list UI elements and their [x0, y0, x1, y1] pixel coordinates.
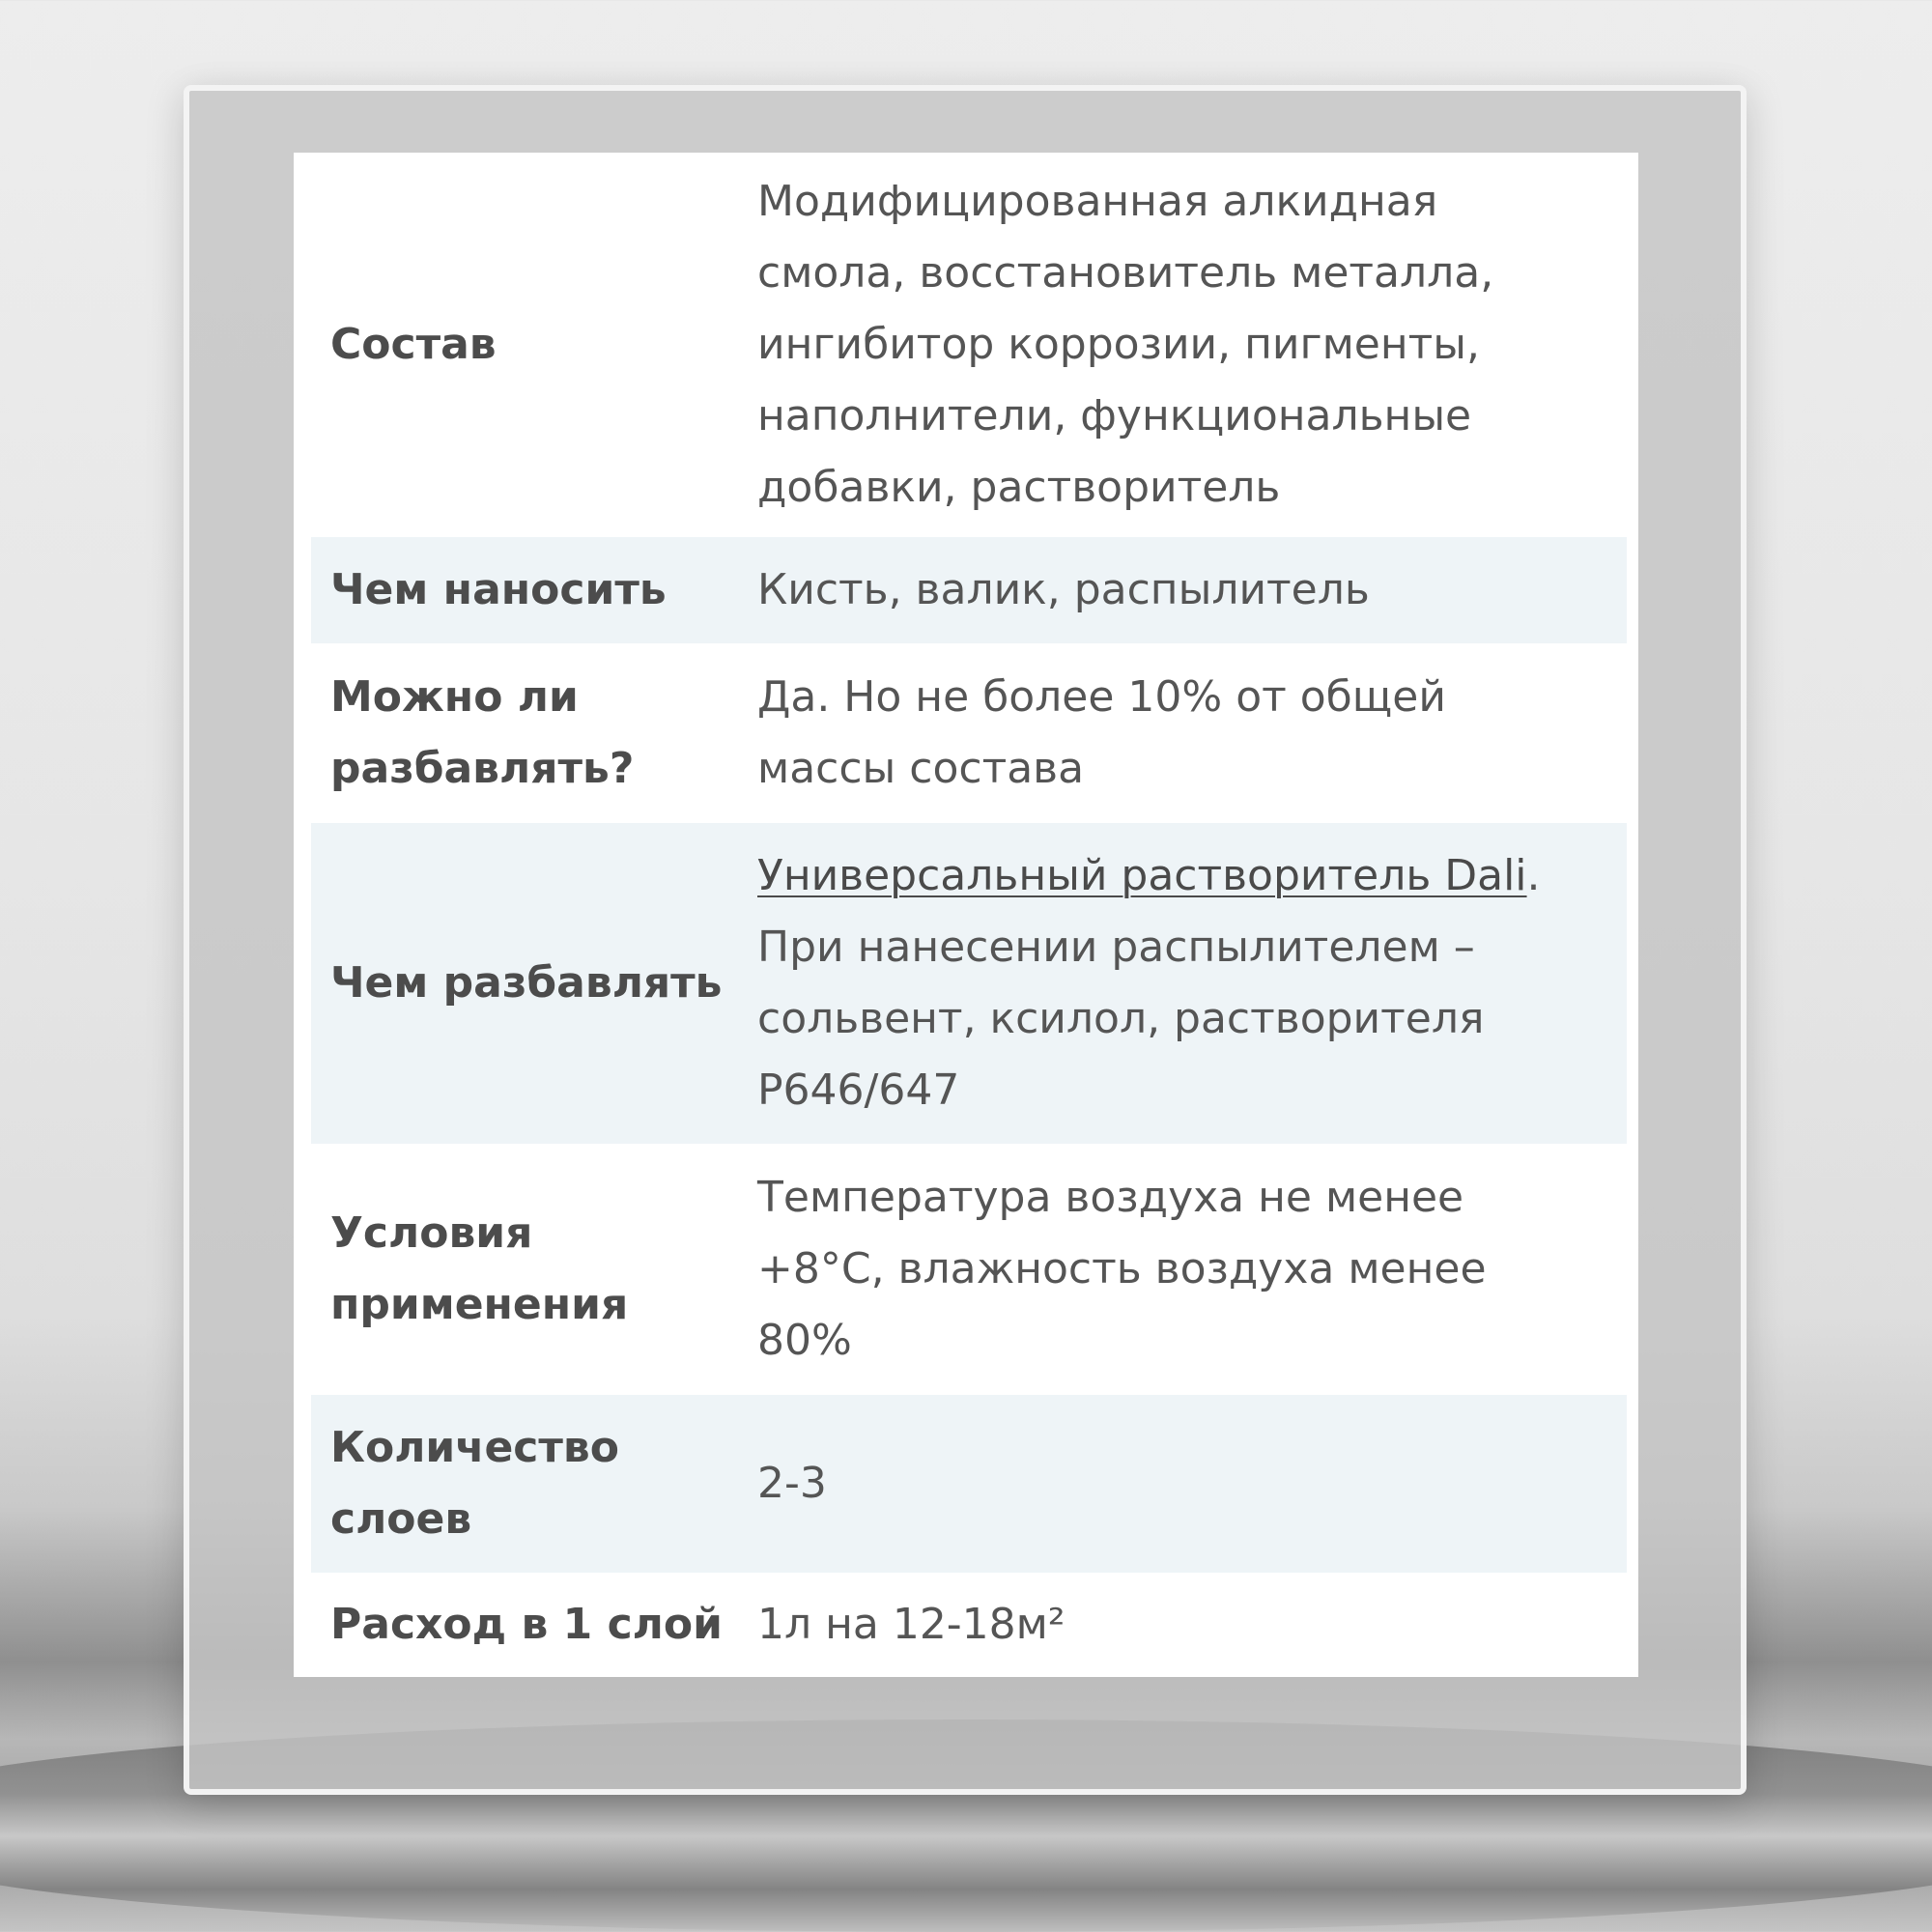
- table-row-composition: [311, 153, 1627, 537]
- row-value: Универсальный растворитель Dali. При нанесении распылителем – сольвент, ксилол, растворителя Р646/647: [757, 851, 1541, 1115]
- row-value: Температура воздуха не менее +8°C, влажность воздуха менее 80%: [757, 1173, 1487, 1365]
- row-label: Количество слоев: [330, 1423, 619, 1544]
- table-row-dilution-allowed: [311, 643, 1627, 823]
- row-value: 1л на 12-18м²: [757, 1600, 1065, 1649]
- table-row-application-tool: [311, 537, 1627, 643]
- row-value: Модифицированная алкидная смола, восстановитель металла, ингибитор коррозии, пигменты, наполнители, функциональные добавки, растворитель: [757, 177, 1494, 512]
- properties-table: [294, 153, 1638, 1677]
- row-label: Состав: [330, 320, 497, 369]
- table-row-consumption: [311, 1573, 1627, 1677]
- row-label: Чем наносить: [330, 565, 667, 614]
- row-label: Расход в 1 слой: [330, 1600, 723, 1649]
- row-label: Чем разбавлять: [330, 958, 723, 1008]
- table-row-diluent: [311, 823, 1627, 1144]
- table-row-layers: [311, 1395, 1627, 1573]
- row-value: Кисть, валик, распылитель: [757, 565, 1370, 614]
- row-label: Условия применения: [330, 1208, 629, 1329]
- row-value: Да. Но не более 10% от общей массы состава: [757, 672, 1446, 793]
- solvent-link[interactable]: Универсальный растворитель Dali: [757, 851, 1527, 900]
- row-value: 2-3: [757, 1459, 827, 1508]
- table-row-conditions: [311, 1144, 1627, 1395]
- row-label: Можно ли разбавлять?: [330, 672, 635, 793]
